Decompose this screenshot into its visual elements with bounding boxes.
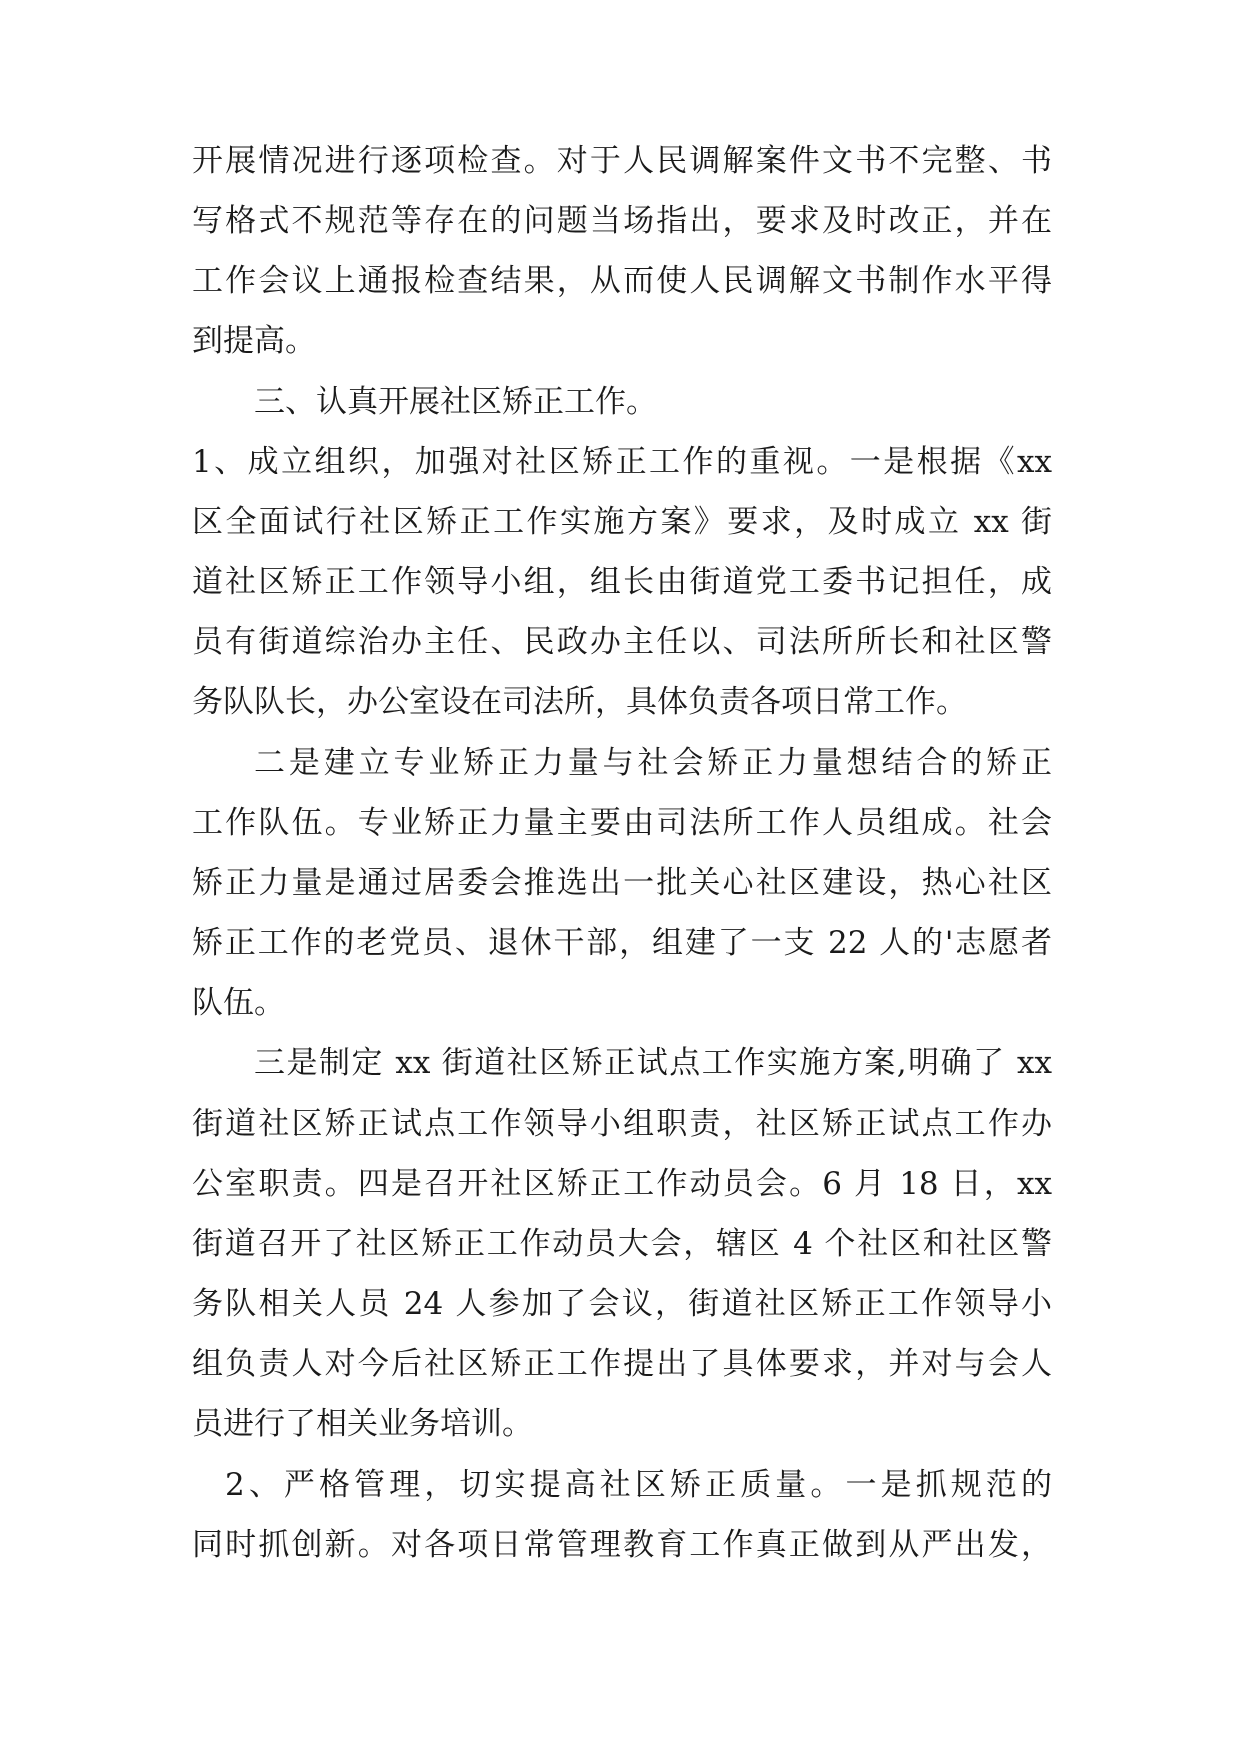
paragraph-line: 工作队伍。专业矫正力量主要由司法所工作人员组成。社会 — [192, 805, 1052, 841]
paragraph-line: 务队相关人员 24 人参加了会议，街道社区矫正工作领导小 — [192, 1286, 1052, 1322]
paragraph-line: 街道社区矫正试点工作领导小组职责，社区矫正试点工作办 — [192, 1106, 1052, 1142]
paragraph-line: 到提高。 — [192, 323, 316, 359]
paragraph-line: 写格式不规范等存在的问题当场指出，要求及时改正，并在 — [192, 203, 1052, 239]
paragraph-line: 员进行了相关业务培训。 — [192, 1406, 533, 1442]
paragraph-line: 工作会议上通报检查结果，从而使人民调解文书制作水平得 — [192, 263, 1052, 299]
paragraph-line: 员有街道综治办主任、民政办主任以、司法所所长和社区警 — [192, 624, 1052, 660]
paragraph-line: 道社区矫正工作领导小组，组长由街道党工委书记担任，成 — [192, 564, 1052, 600]
paragraph-line: 三是制定 xx 街道社区矫正试点工作实施方案,明确了 xx — [254, 1045, 1052, 1081]
paragraph-line: 公室职责。四是召开社区矫正工作动员会。6 月 18 日，xx — [192, 1166, 1052, 1202]
paragraph-line: 开展情况进行逐项检查。对于人民调解案件文书不完整、书 — [192, 143, 1052, 179]
paragraph-line: 组负责人对今后社区矫正工作提出了具体要求，并对与会人 — [192, 1346, 1052, 1382]
paragraph-line: 矫正工作的老党员、退休干部，组建了一支 22 人的'志愿者 — [192, 925, 1052, 961]
paragraph-line: 2、严格管理，切实提高社区矫正质量。一是抓规范的 — [225, 1467, 1052, 1503]
paragraph-line: 街道召开了社区矫正工作动员大会，辖区 4 个社区和社区警 — [192, 1226, 1052, 1262]
paragraph-line: 1、成立组织，加强对社区矫正工作的重视。一是根据《xx — [192, 444, 1052, 480]
paragraph-line: 区全面试行社区矫正工作实施方案》要求，及时成立 xx 街 — [192, 504, 1052, 540]
paragraph-line: 矫正力量是通过居委会推选出一批关心社区建设，热心社区 — [192, 865, 1052, 901]
paragraph-line: 同时抓创新。对各项日常管理教育工作真正做到从严出发， — [192, 1527, 1052, 1563]
paragraph-line: 队伍。 — [192, 985, 285, 1021]
section-heading: 三、认真开展社区矫正工作。 — [254, 384, 657, 420]
paragraph-line: 二是建立专业矫正力量与社会矫正力量想结合的矫正 — [254, 745, 1052, 781]
paragraph-line: 务队队长，办公室设在司法所，具体负责各项日常工作。 — [192, 684, 967, 720]
